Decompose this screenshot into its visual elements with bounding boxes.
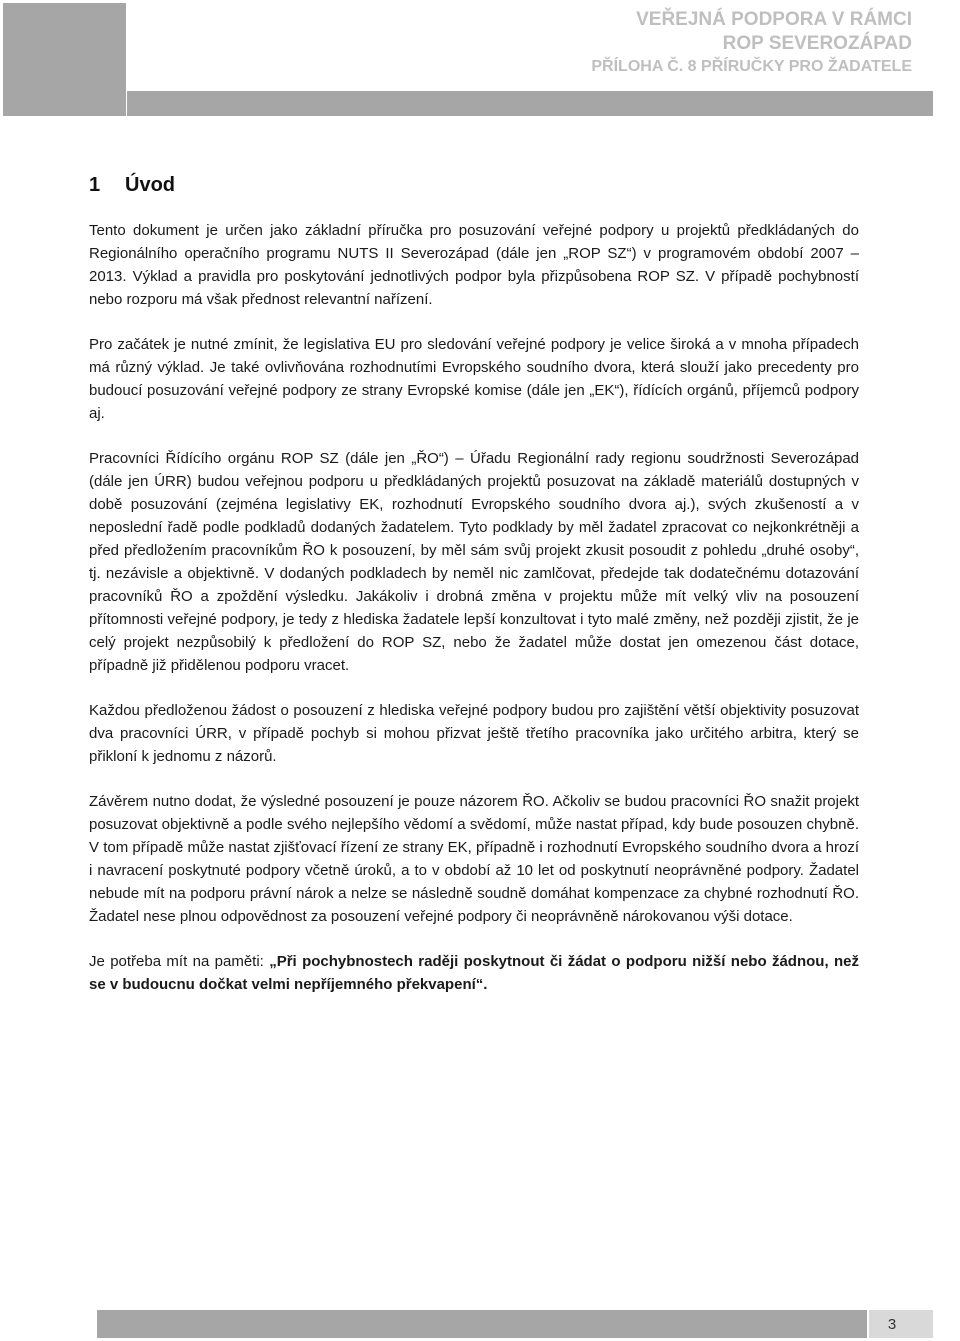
section-title: Úvod [125, 174, 175, 196]
final-emphasis: „Při pochybnostech raději poskytnout či žádat o podporu nižší nebo žádnou, než se v budoucnu dočkat velmi nepříjemného překvapení“. [89, 953, 859, 993]
final-intro: Je potřeba mít na paměti: [89, 953, 270, 970]
paragraph-final [89, 950, 859, 996]
paragraph-5: Závěrem nutno dodat, že výsledné posouzení je pouze názorem ŘO. Ačkoliv se budou pracovníci ŘO snažit projekt posuzovat objektivně a podle svého nejlepšího vědomí a svědomí, může nastat případ, kdy bude posouzen chybně. V tom případě může nastat zjišťovací řízení ze strany EK, případně i rozhodnutí Evropského soudního dvora a hrozí i navracení poskytnuté podpory včetně úroků, a to v období až 10 let od poskytnutí neoprávněné podpory. Žadatel nebude mít na podporu právní nárok a nelze se následně soudně domáhat kompenzace za chybné rozhodnutí ŘO. Žadatel nese plnou odpovědnost za posouzení veřejné podpory či neoprávněně nárokovanou výši dotace. [89, 793, 859, 925]
paragraph-3: Pracovníci Řídícího orgánu ROP SZ (dále jen „ŘO“) – Úřadu Regionální rady regionu soudržnosti Severozápad (dále jen ÚRR) budou veřejnou podporu u předkládaných projektů posuzovat na základě materiálů dostupných v době posuzování (zejména legislativy EK, rozhodnutí Evropského soudního dvora aj.), svých zkušeností a v neposlední řadě podle podkladů dodaných žadatelem. Tyto podklady by měl žadatel zpracovat co nejkonkrétněji a před předložením pracovníkům ŘO k posouzení, by měl sám svůj projekt zkusit posoudit z pohledu „druhé osoby“, tj. nezávisle a objektivně. V dodaných podkladech by neměl nic zamlčovat, předejde tak dodatečnému dotazování pracovníků ŘO a zpoždění výsledku. Jakákoliv i drobná změna v projektu může mít velký vliv na posouzení přítomnosti veřejné podpory, je tedy z hlediska žadatele lepší konzultovat i tyto malé změny, než později zjistit, že je celý projekt nezpůsobilý k předložení do ROP SZ, nebo že žadatel může dostat jen omezenou část dotace, případně již přidělenou podporu vracet. [89, 450, 859, 674]
section-heading [89, 174, 175, 197]
header-gray-bar [127, 91, 933, 116]
paragraph-1: Tento dokument je určen jako základní příručka pro posuzování veřejné podpory u projektů předkládaných do Regionálního operačního programu NUTS II Severozápad (dále jen „ROP SZ“) v programovém období 2007 – 2013. Výklad a pravidla pro poskytování jednotlivých podpor byla přizpůsobena ROP SZ. V případě pochybností nebo rozporu má však přednost relevantní nařízení. [89, 222, 859, 308]
header-title [591, 8, 912, 78]
paragraph-2: Pro začátek je nutné zmínit, že legislativa EU pro sledování veřejné podpory je velice široká a v mnoha případech má různý výklad. Je také ovlivňována rozhodnutími Evropského soudního dvora, která slouží jako precedenty pro budoucí posuzování veřejné podpory ze strany Evropské komise (dále jen „EK“), řídících orgánů, příjemců podpory aj. [89, 336, 859, 422]
header-title-line3: PŘÍLOHA Č. 8 PŘÍRUČKY PRO ŽADATELE [591, 58, 912, 75]
section-number: 1 [89, 174, 101, 196]
header-title-line1: VEŘEJNÁ PODPORA V RÁMCI [636, 9, 912, 30]
page-number: 3 [887, 1316, 897, 1333]
header-gray-block [3, 3, 126, 116]
document-body [89, 219, 859, 1018]
header-title-line2: ROP SEVEROZÁPAD [722, 33, 912, 54]
footer-gray-bar [97, 1310, 867, 1338]
paragraph-4: Každou předloženou žádost o posouzení z hlediska veřejné podpory budou pro zajištění větší objektivity posuzovat dva pracovníci ÚRR, v případě pochyb si mohou přizvat ještě třetího pracovníka jako určitého arbitra, který se přikloní k jednomu z názorů. [89, 702, 859, 765]
